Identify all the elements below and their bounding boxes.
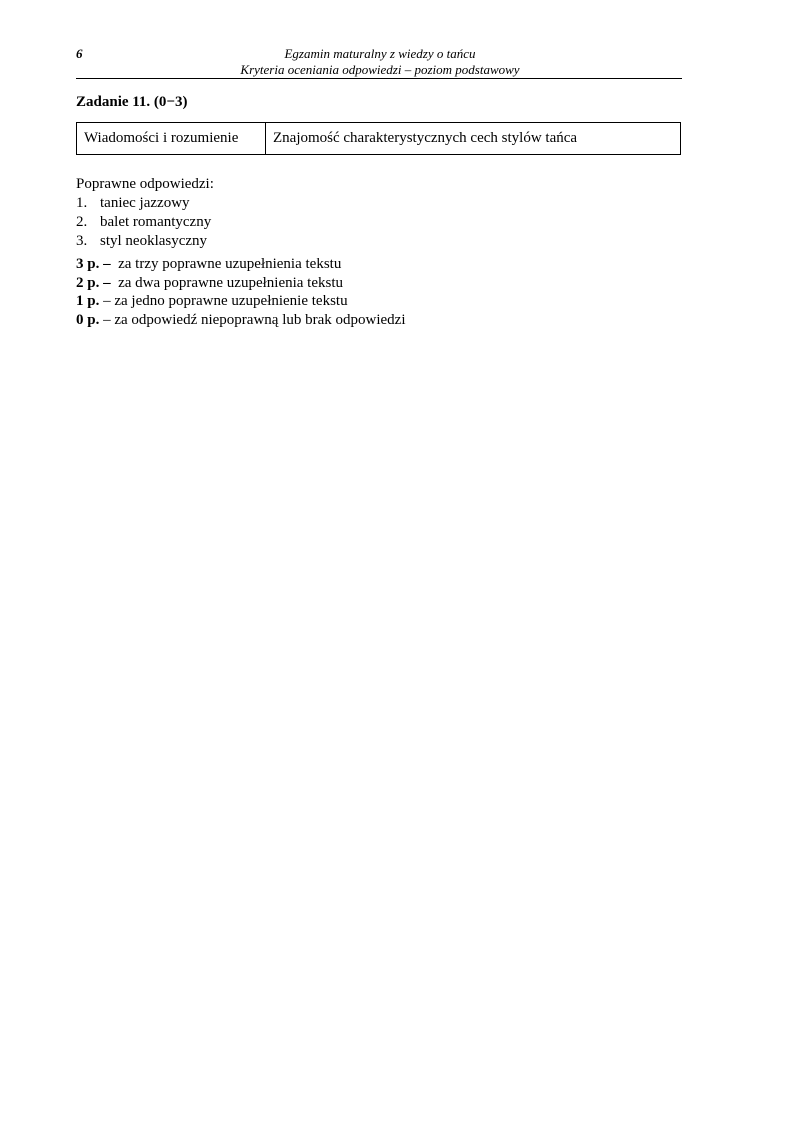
answer-text: taniec jazzowy	[100, 195, 190, 211]
answer-number: 2.	[76, 214, 88, 230]
list-item	[76, 232, 214, 251]
score-line	[76, 292, 406, 311]
score-label: 0 p.	[76, 311, 100, 328]
score-text: za dwa poprawne uzupełnienia tekstu	[118, 274, 344, 291]
score-label: 1 p.	[76, 293, 100, 309]
list-item	[76, 213, 214, 232]
answers-heading: Poprawne odpowiedzi:	[76, 176, 214, 192]
score-label: 3 p. –	[76, 256, 111, 272]
score-label: 2 p. –	[76, 274, 111, 291]
table-row	[77, 123, 681, 155]
header-subtitle: Kryteria oceniania odpowiedzi – poziom podstawowy	[240, 62, 520, 77]
score-line	[76, 311, 406, 330]
score-line	[76, 255, 406, 274]
answer-text: balet romantyczny	[100, 214, 212, 230]
list-item	[76, 194, 214, 213]
table-cell-requirement: Znajomość charakterystycznych cech stylów tańca	[266, 123, 681, 155]
header-divider	[76, 78, 682, 79]
task-title: Zadanie 11. (0−3)	[76, 94, 188, 110]
header-exam-title: Egzamin maturalny z wiedzy o tańcu	[284, 46, 476, 61]
score-text: – za jedno poprawne uzupełnienie tekstu	[103, 293, 348, 309]
task-info-table	[76, 122, 681, 155]
correct-answers	[76, 175, 214, 251]
scoring-criteria	[76, 255, 406, 329]
page-number: 6	[76, 46, 83, 61]
answer-number: 3.	[76, 233, 88, 249]
page-header	[120, 46, 640, 78]
score-text: za trzy poprawne uzupełnienia tekstu	[118, 256, 342, 272]
score-text: – za odpowiedź niepoprawną lub brak odpowiedzi	[103, 311, 406, 328]
answer-text: styl neoklasyczny	[100, 233, 208, 249]
score-line	[76, 274, 406, 293]
answer-number: 1.	[76, 195, 88, 211]
table-cell-category: Wiadomości i rozumienie	[77, 123, 266, 155]
